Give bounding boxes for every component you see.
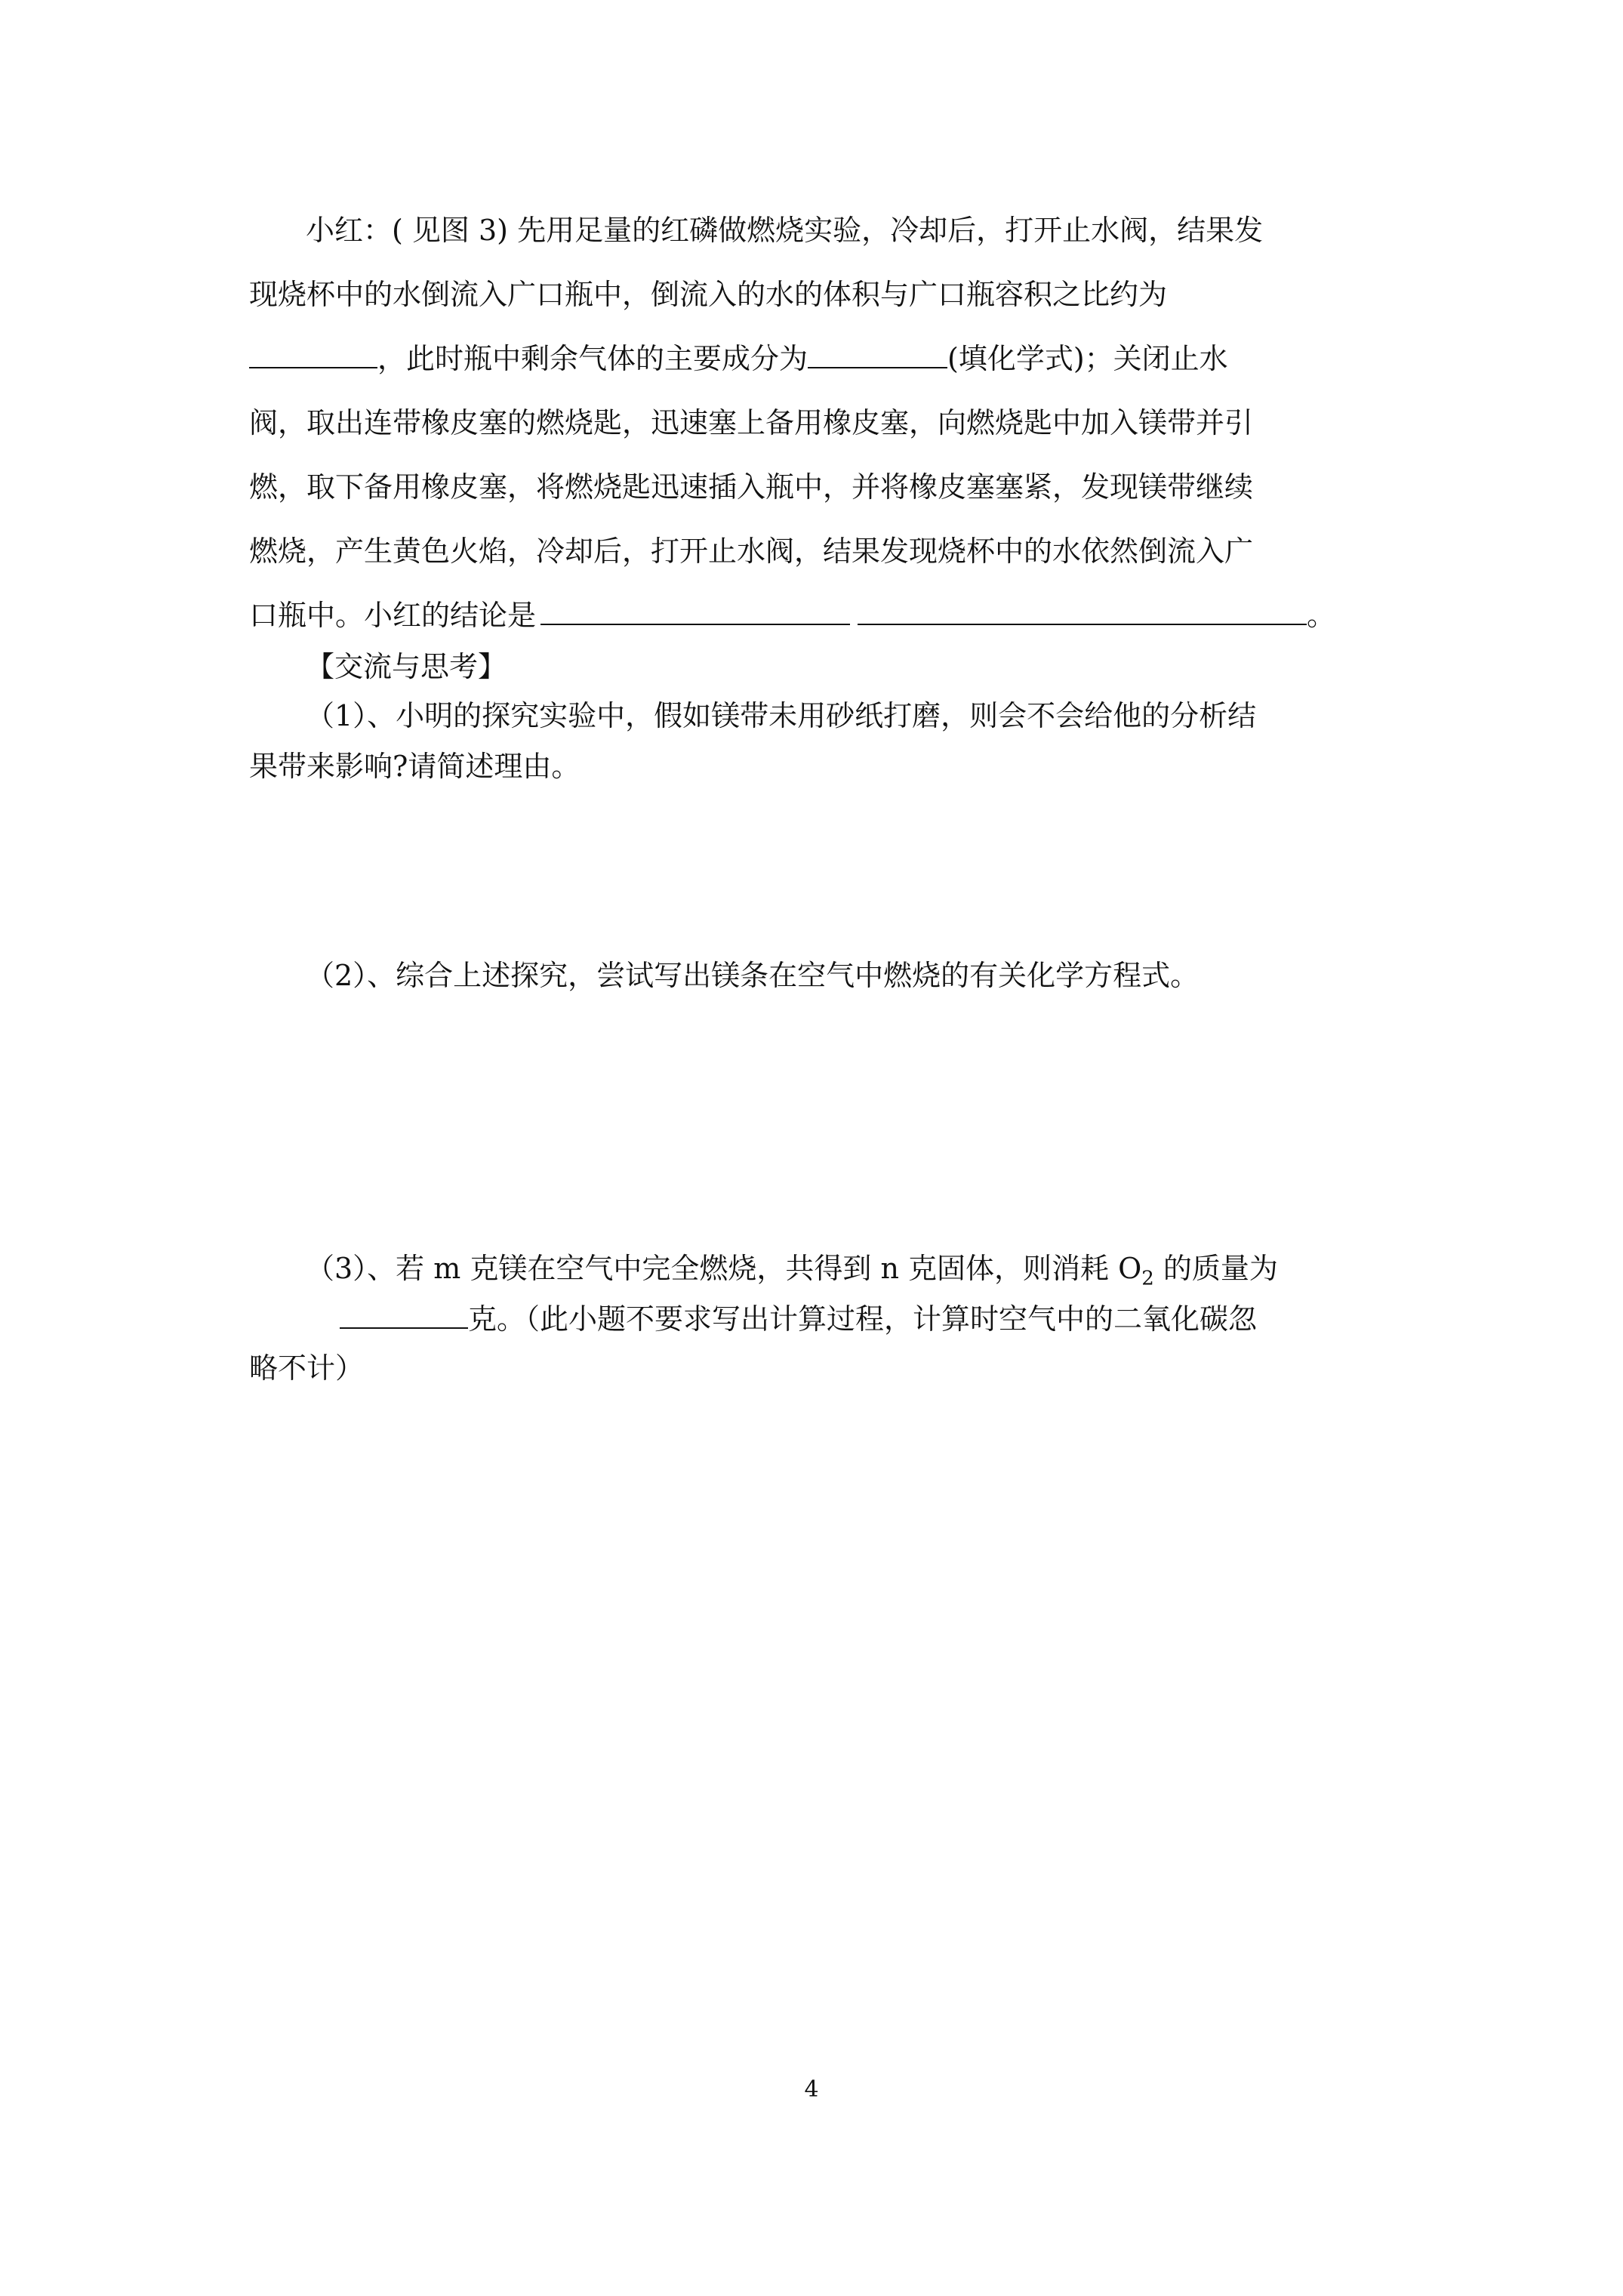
q3-line-1-start: （3）、若 m 克镁在空气中完全燃烧，共得到 n 克固体，则消耗 O — [306, 1252, 1142, 1285]
q3-line-1 — [306, 1246, 1278, 1302]
section-heading: 【交流与思考】 — [306, 650, 507, 683]
q3-subscript: 2 — [1141, 1267, 1154, 1290]
q3-line-2 — [340, 1296, 1257, 1342]
blank-conclusion-1[interactable] — [540, 595, 850, 625]
q1-line-2: 果带来影响?请简述理由。 — [249, 750, 581, 783]
xiaohong-line-3-mid: ，此时瓶中剩余气体的主要成分为 — [377, 342, 808, 375]
blank-remaining-gas[interactable] — [808, 338, 947, 368]
blank-volume-ratio[interactable] — [249, 338, 377, 368]
xiaohong-line-3-end: (填化学式)；关闭止水 — [947, 342, 1228, 375]
page-number: 4 — [804, 2076, 819, 2103]
q3-line-2-end: 克。（此小题不要求写出计算过程，计算时空气中的二氧化碳忽 — [468, 1302, 1258, 1336]
blank-o2-mass[interactable] — [340, 1299, 468, 1329]
xiaohong-line-7 — [249, 593, 1335, 638]
q2-line-1: （2）、综合上述探究，尝试写出镁条在空气中燃烧的有关化学方程式。 — [306, 959, 1200, 992]
q1-line-1: （1）、小明的探究实验中，假如镁带未用砂纸打磨，则会不会给他的分析结 — [306, 699, 1257, 732]
xiaohong-line-2: 现烧杯中的水倒流入广口瓶中，倒流入的水的体积与广口瓶容积之比约为 — [249, 278, 1168, 311]
xiaohong-line-7-start: 口瓶中。小红的结论是 — [249, 599, 537, 632]
q3-line-3: 略不计） — [249, 1351, 365, 1385]
xiaohong-line-3 — [249, 336, 1228, 381]
q3-line-1-end: 的质量为 — [1153, 1252, 1278, 1285]
xiaohong-line-6: 燃烧，产生黄色火焰，冷却后，打开止水阀，结果发现烧杯中的水依然倒流入广 — [249, 535, 1254, 568]
xiaohong-line-1: 小红：( 见图 3) 先用足量的红磷做燃烧实验，冷却后，打开止水阀，结果发 — [306, 214, 1264, 247]
xiaohong-line-7-end: 。 — [1307, 599, 1336, 632]
blank-conclusion-2[interactable] — [858, 595, 1307, 625]
xiaohong-line-4: 阀，取出连带橡皮塞的燃烧匙，迅速塞上备用橡皮塞，向燃烧匙中加入镁带并引 — [249, 406, 1254, 439]
xiaohong-line-5: 燃，取下备用橡皮塞，将燃烧匙迅速插入瓶中，并将橡皮塞塞紧，发现镁带继续 — [249, 470, 1254, 504]
